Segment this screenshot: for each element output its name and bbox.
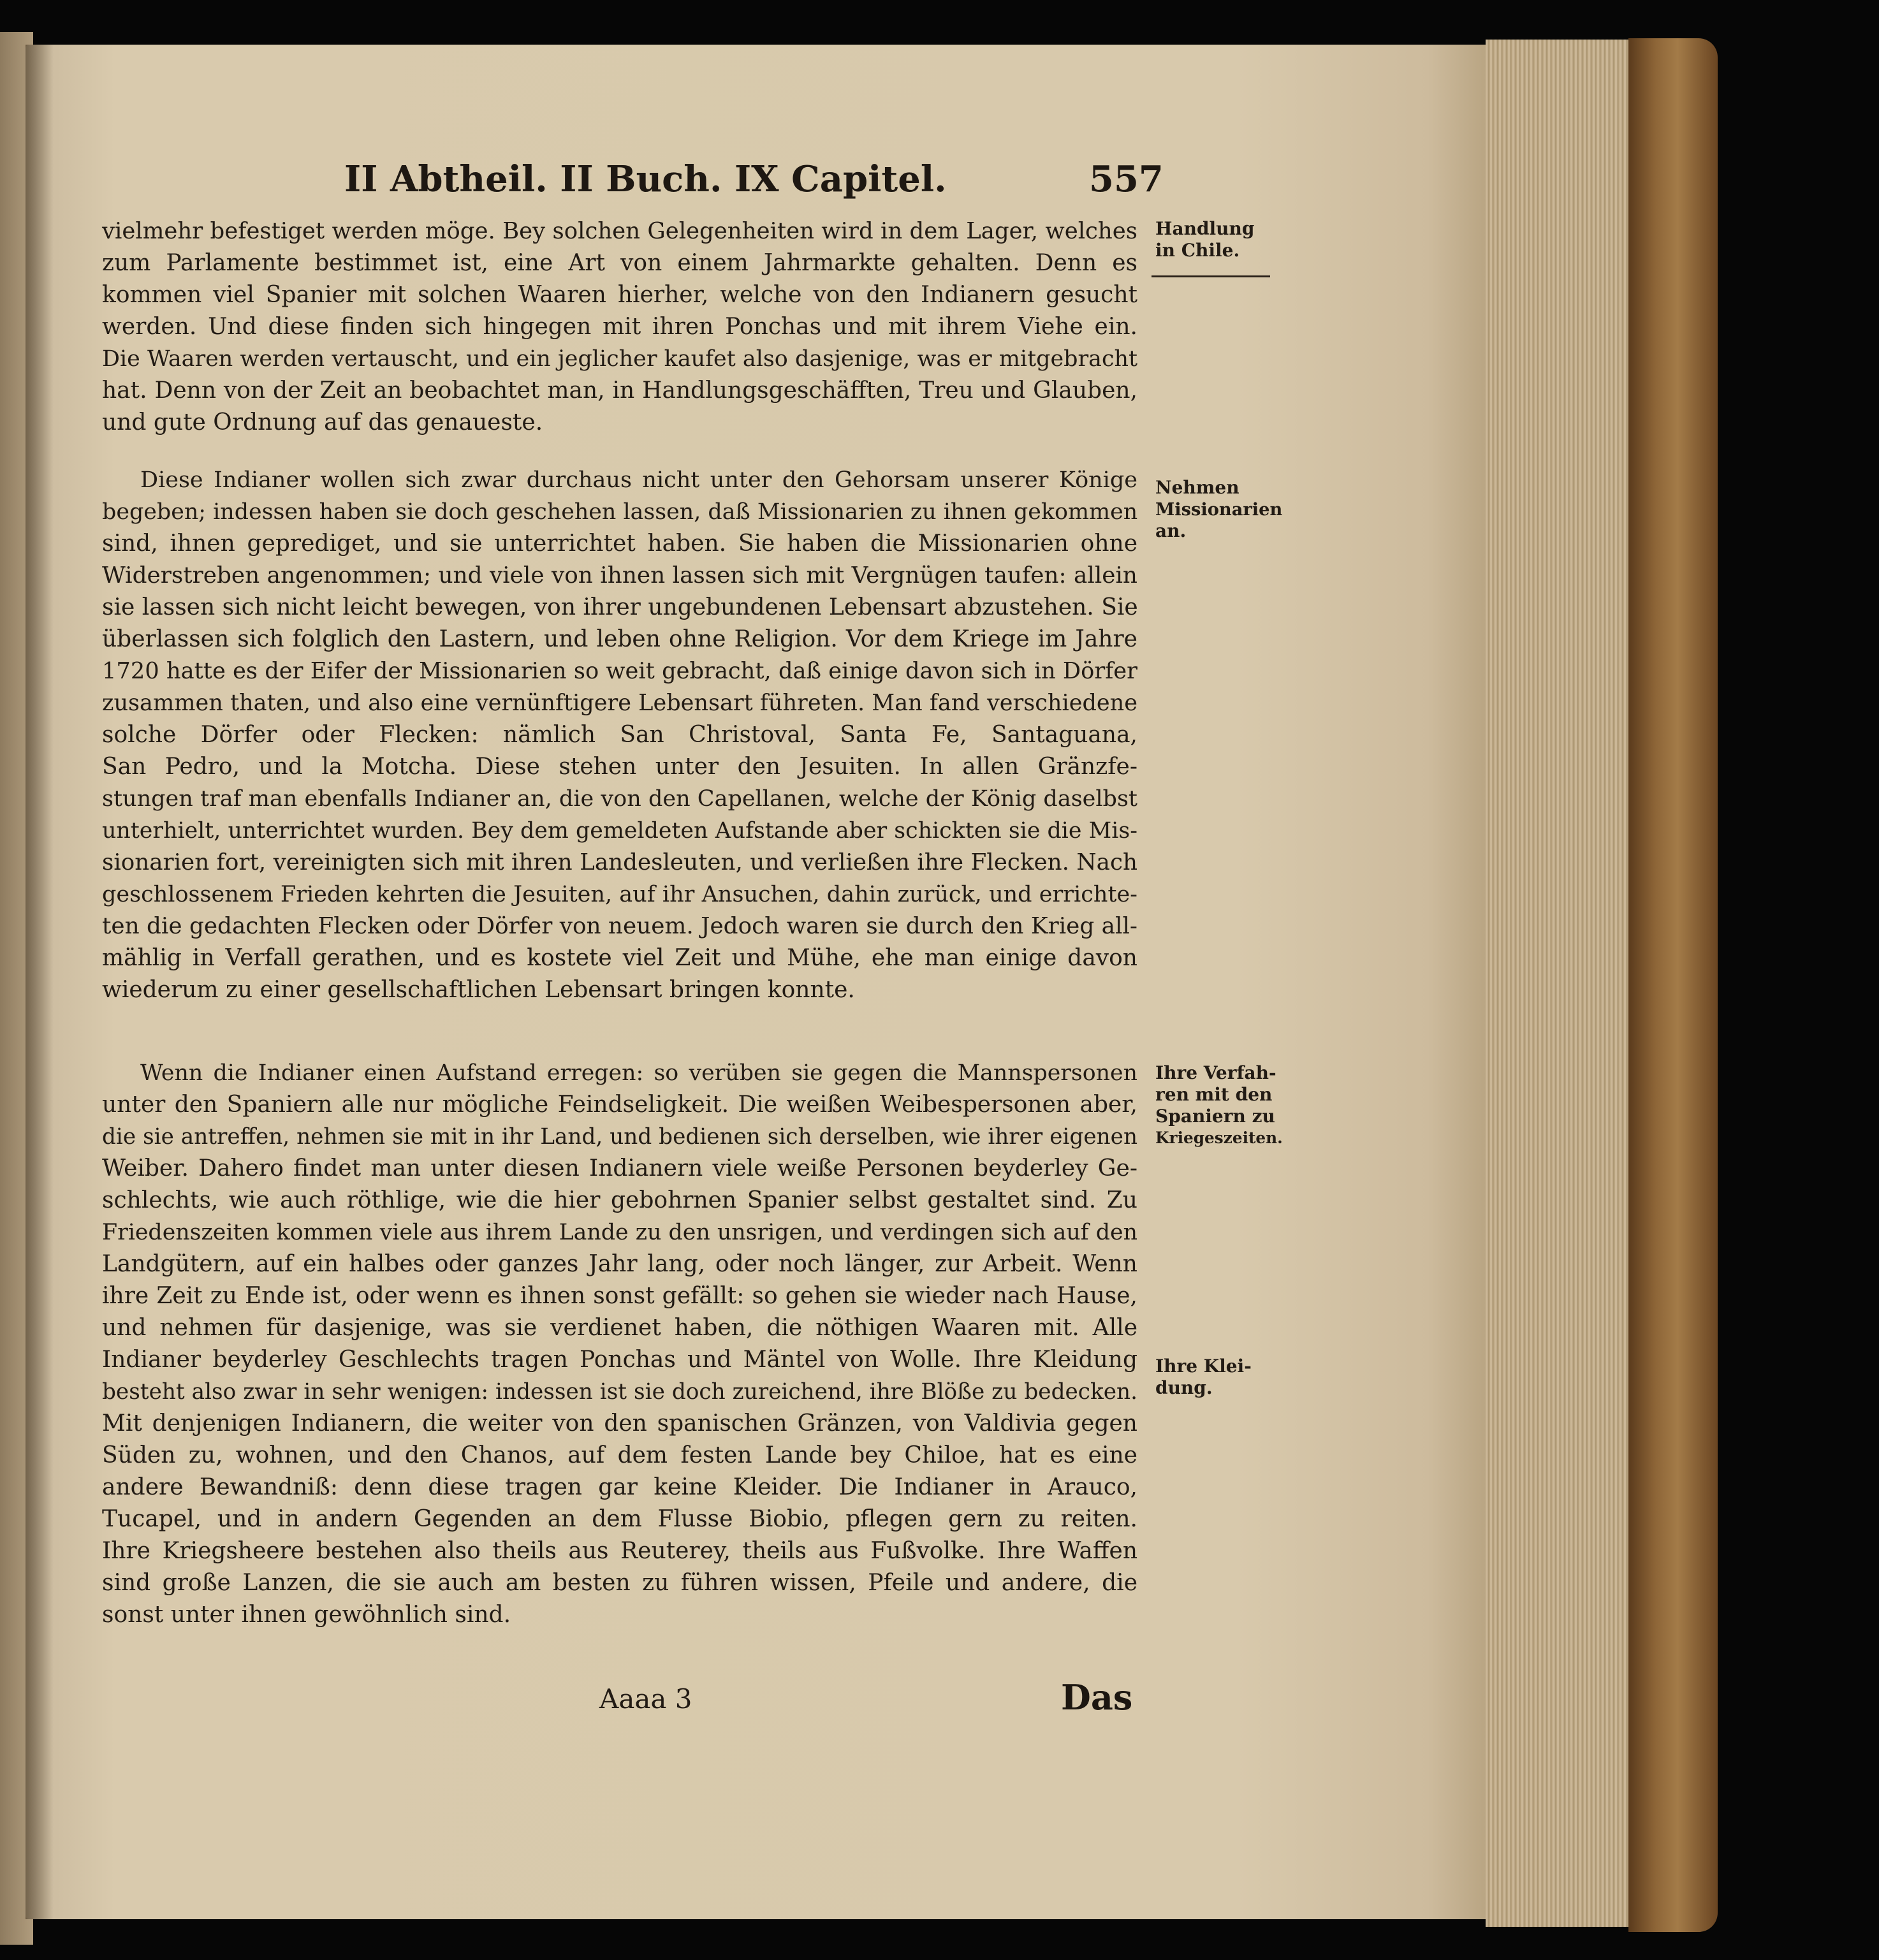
catchword: Das (1061, 1677, 1133, 1718)
note-line: ren mit den (1155, 1084, 1273, 1105)
note-line: Nehmen (1155, 477, 1239, 498)
text-line: sie lassen sich nicht leicht bewegen, von ihrer ungebundenen Lebensart abzustehen. Sie (102, 594, 1138, 620)
note-line: Ihre Klei- (1155, 1356, 1252, 1377)
note-line: Handlung (1155, 218, 1255, 239)
marginal-note-bracket (1152, 275, 1270, 277)
marginal-note-kleidung (1155, 1356, 1283, 1399)
marginal-note-verfahren (1155, 1062, 1283, 1149)
note-line: Kriegeszeiten. (1155, 1129, 1283, 1147)
book-cover-edge (1628, 38, 1718, 1932)
paragraph-2 (102, 464, 1137, 1006)
text-line: Ihre Kriegsheere bestehen also theils aus Reuterey, theils aus Fußvolke. Ihre Waffen (102, 1538, 1137, 1564)
text-line: begeben; indessen haben sie doch geschehen lassen, daß Missionarien zu ihnen gekommen (102, 499, 1138, 525)
text-line: ihre Zeit zu Ende ist, oder wenn es ihnen sonst gefällt: so gehen sie wieder nach Hause, (102, 1283, 1137, 1309)
text-line: Weiber. Dahero findet man unter diesen Indianern viele weiße Personen beyderley Ge- (102, 1155, 1137, 1181)
text-line: andere Bewandniß: denn diese tragen gar keine Kleider. Die Indianer in Arauco, (102, 1474, 1137, 1500)
note-line: an. (1155, 520, 1187, 541)
text-line: ten die gedachten Flecken oder Dörfer von neuem. Jedoch waren sie durch den Krieg all- (102, 913, 1137, 939)
text-line: zusammen thaten, und also eine vernünftigere Lebensart führeten. Man fand verschiedene (102, 690, 1137, 716)
marginal-note-handlung (1155, 218, 1283, 261)
text-line: Landgütern, auf ein halbes oder ganzes Jahr lang, oder noch länger, zur Arbeit. Wenn (102, 1251, 1137, 1277)
text-line: Friedenszeiten kommen viele aus ihrem Lande zu den unsrigen, und verdingen sich auf den (102, 1220, 1137, 1245)
paragraph-1 (102, 216, 1137, 439)
text-line: Tucapel, und in andern Gegenden an dem Flusse Biobio, pflegen gern zu reiten. (102, 1506, 1137, 1532)
text-line: zum Parlamente bestimmet ist, eine Art von einem Jahrmarkte gehalten. Denn es (102, 250, 1137, 276)
page-block-edge (1486, 40, 1628, 1927)
text-line: San Pedro, und la Motcha. Diese stehen unter den Jesuiten. In allen Gränzfe- (102, 754, 1137, 780)
text-line: stungen traf man ebenfalls Indianer an, die von den Capellanen, welche der König daselbst (102, 786, 1137, 812)
text-line: Diese Indianer wollen sich zwar durchaus nicht unter den Gehorsam unserer Könige (140, 467, 1137, 493)
paragraph-3 (102, 1057, 1137, 1631)
note-line: Spaniern zu (1155, 1106, 1275, 1127)
text-line: Mit denjenigen Indianern, die weiter von den spanischen Gränzen, von Valdivia gegen (102, 1410, 1137, 1437)
text-line: Süden zu, wohnen, und den Chanos, auf dem festen Lande bey Chiloe, hat es eine (102, 1442, 1137, 1468)
note-line: in Chile. (1155, 240, 1240, 261)
text-line: solche Dörfer oder Flecken: nämlich San Christoval, Santa Fe, Santaguana, (102, 722, 1137, 748)
text-line: besteht also zwar in sehr wenigen: indessen ist sie doch zureichend, ihre Blöße zu bedecken. (102, 1379, 1137, 1405)
running-head: II Abtheil. II Buch. IX Capitel. (344, 158, 947, 200)
text-line: sind, ihnen geprediget, und sie unterrichtet haben. Sie haben die Missionarien ohne (102, 530, 1137, 557)
text-line: und nehmen für dasjenige, was sie verdienet haben, die nöthigen Waaren mit. Alle (102, 1315, 1137, 1341)
text-line: kommen viel Spanier mit solchen Waaren hierher, welche von den Indianern gesucht (102, 282, 1137, 308)
text-line: Wenn die Indianer einen Aufstand erregen: so verüben sie gegen die Mannspersonen (140, 1060, 1137, 1086)
note-line: Ihre Verfah- (1155, 1062, 1276, 1083)
marginal-note-missionarien (1155, 477, 1283, 542)
text-line: unterhielt, unterrichtet wurden. Bey dem gemeldeten Aufstande aber schickten sie die Mis- (102, 818, 1137, 844)
text-line: schlechts, wie auch röthlige, wie die hier gebohrnen Spanier selbst gestaltet sind. Zu (102, 1187, 1137, 1213)
note-line: dung. (1155, 1377, 1213, 1398)
page-number: 557 (1089, 158, 1164, 200)
text-line: werden. Und diese finden sich hingegen mit ihren Ponchas und mit ihrem Viehe ein. (102, 314, 1137, 340)
text-line: 1720 hatte es der Eifer der Missionarien so weit gebracht, daß einige davon sich in Dörfer (102, 658, 1137, 684)
page-gutter-shadow (26, 45, 54, 1919)
text-line: mählig in Verfall gerathen, und es kostete viel Zeit und Mühe, ehe man einige davon (102, 945, 1137, 971)
text-line: unter den Spaniern alle nur mögliche Feindseligkeit. Die weißen Weibespersonen aber, (102, 1092, 1137, 1118)
text-line: überlassen sich folglich den Lastern, und leben ohne Religion. Vor dem Kriege im Jahre (102, 626, 1137, 652)
signature-mark: Aaaa 3 (599, 1683, 692, 1715)
text-line: Die Waaren werden vertauscht, und ein jeglicher kaufet also dasjenige, was er mitgebracht (102, 346, 1137, 372)
text-line: sionarien fort, vereinigten sich mit ihren Landesleuten, und verließen ihre Flecken. Nach (102, 849, 1137, 875)
text-line: geschlossenem Frieden kehrten die Jesuiten, auf ihr Ansuchen, dahin zurück, und errichte- (102, 881, 1137, 907)
text-line: vielmehr befestiget werden möge. Bey solchen Gelegenheiten wird in dem Lager, welches (102, 218, 1137, 244)
text-line: sonst unter ihnen gewöhnlich sind. (102, 1602, 511, 1628)
text-line: Widerstreben angenommen; und viele von ihnen lassen sich mit Vergnügen taufen: allein (102, 562, 1137, 589)
text-line: wiederum zu einer gesellschaftlichen Lebensart bringen konnte. (102, 977, 855, 1003)
text-line: die sie antreffen, nehmen sie mit in ihr Land, und bedienen sich derselben, wie ihrer eigenen (102, 1124, 1137, 1150)
text-line: hat. Denn von der Zeit an beobachtet man, in Handlungsgeschäfften, Treu und Glauben, (102, 377, 1137, 404)
note-line: Missionarien (1155, 499, 1283, 520)
text-line: und gute Ordnung auf das genaueste. (102, 409, 543, 435)
text-line: sind große Lanzen, die sie auch am besten zu führen wissen, Pfeile und andere, die (102, 1570, 1137, 1596)
text-line: Indianer beyderley Geschlechts tragen Ponchas und Mäntel von Wolle. Ihre Kleidung (102, 1347, 1137, 1373)
